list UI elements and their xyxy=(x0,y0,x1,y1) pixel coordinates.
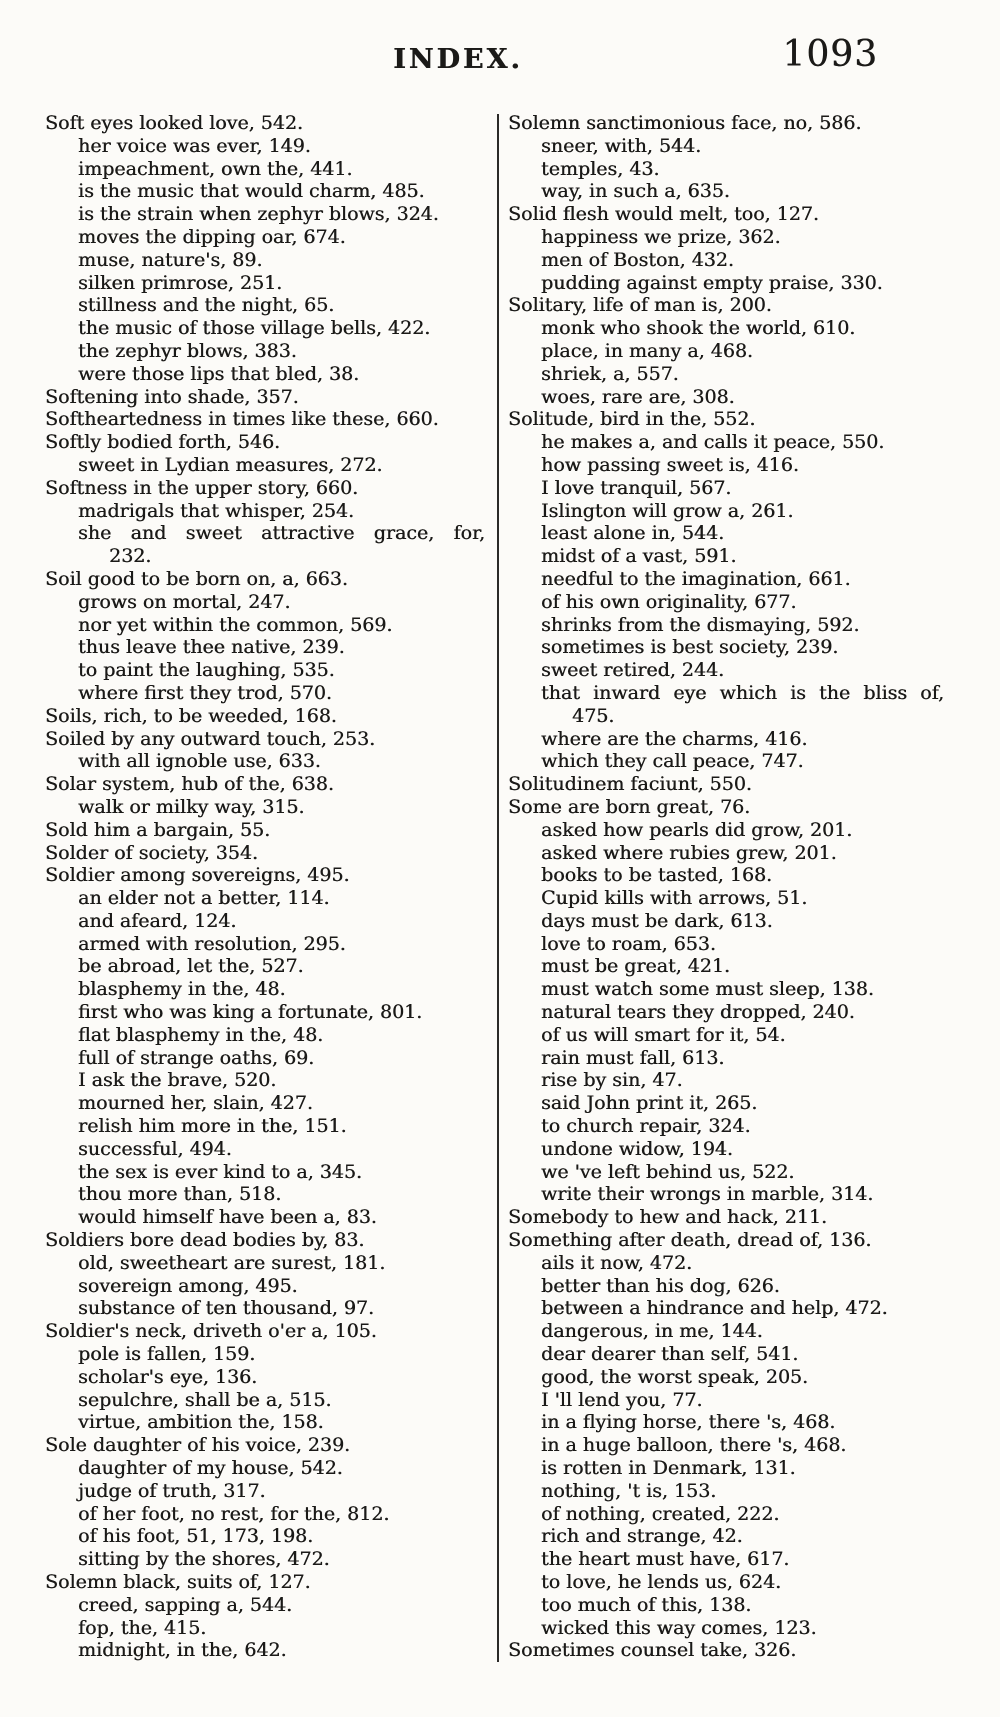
index-subentry: walk or milky way, 315. xyxy=(78,795,305,818)
index-subentry: nor yet within the common, 569. xyxy=(78,613,393,636)
index-subentry: way, in such a, 635. xyxy=(541,180,730,203)
index-subentry: thus leave thee native, 239. xyxy=(78,636,345,659)
index-subentry: to love, he lends us, 624. xyxy=(541,1571,782,1593)
index-subentry: moves the dipping oar, 674. xyxy=(78,225,346,248)
index-subentry: I ask the brave, 520. xyxy=(78,1069,277,1092)
index-subentry: rich and strange, 42. xyxy=(541,1525,743,1548)
index-entry: Solder of society, 354. xyxy=(45,841,258,864)
index-subentry: dangerous, in me, 144. xyxy=(541,1320,763,1343)
index-entry: Solitudinem faciunt, 550. xyxy=(508,773,752,796)
index-subentry: to paint the laughing, 535. xyxy=(78,659,335,682)
index-subentry: virtue, ambition the, 158. xyxy=(78,1411,324,1434)
index-subentry: I 'll lend you, 77. xyxy=(541,1388,703,1411)
index-subentry: the sex is ever kind to a, 345. xyxy=(78,1160,362,1183)
index-subentry: fop, the, 415. xyxy=(78,1616,207,1639)
index-subentry: happiness we prize, 362. xyxy=(541,225,781,248)
index-subentry: muse, nature's, 89. xyxy=(78,248,263,271)
index-entry: Solemn black, suits of, 127. xyxy=(45,1571,311,1593)
index-subentry: days must be dark, 613. xyxy=(541,909,773,932)
index-subentry: scholar's eye, 136. xyxy=(78,1365,258,1388)
index-subentry: must be great, 421. xyxy=(541,955,730,978)
index-subentry: which they call peace, 747. xyxy=(541,750,804,773)
index-subentry: 232. xyxy=(109,545,152,568)
index-entry: Soils, rich, to be weeded, 168. xyxy=(45,704,337,727)
index-content xyxy=(0,112,1000,1662)
index-subentry: pole is fallen, 159. xyxy=(78,1343,256,1366)
index-subentry: sweet retired, 244. xyxy=(541,659,725,682)
index-entry: Solemn sanctimonious face, no, 586. xyxy=(508,112,862,134)
index-subentry: in a flying horse, there 's, 468. xyxy=(541,1411,836,1434)
index-subentry: 475. xyxy=(572,704,615,727)
index-subentry: thou more than, 518. xyxy=(78,1183,282,1206)
index-entry: Solitude, bird in the, 552. xyxy=(508,408,756,431)
index-subentry: books to be tasted, 168. xyxy=(541,864,773,887)
index-subentry: natural tears they dropped, 240. xyxy=(541,1001,855,1024)
index-subentry: better than his dog, 626. xyxy=(541,1274,780,1297)
index-subentry: nothing, 't is, 153. xyxy=(541,1479,717,1502)
page-number: 1093 xyxy=(782,34,878,75)
index-subentry: an elder not a better, 114. xyxy=(78,887,330,910)
index-subentry: sovereign among, 495. xyxy=(78,1274,298,1297)
index-entry: Solar system, hub of the, 638. xyxy=(45,773,334,796)
index-subentry: to church repair, 324. xyxy=(541,1115,751,1138)
index-subentry: of her foot, no rest, for the, 812. xyxy=(78,1502,390,1525)
index-subentry: said John print it, 265. xyxy=(541,1092,758,1115)
index-subentry: between a hindrance and help, 472. xyxy=(541,1297,888,1320)
index-subentry: temples, 43. xyxy=(541,157,660,180)
index-subentry: is the music that would charm, 485. xyxy=(78,180,425,203)
index-entry: Somebody to hew and hack, 211. xyxy=(508,1206,828,1229)
index-subentry: and afeard, 124. xyxy=(78,909,237,932)
index-subentry: judge of truth, 317. xyxy=(78,1479,266,1502)
index-subentry: first who was king a fortunate, 801. xyxy=(78,1001,423,1024)
index-subentry: relish him more in the, 151. xyxy=(78,1115,347,1138)
index-entry: Sold him a bargain, 55. xyxy=(45,818,271,841)
index-subentry: full of strange oaths, 69. xyxy=(78,1046,315,1069)
index-entry: Soldier among sovereigns, 495. xyxy=(45,864,350,887)
index-subentry: sitting by the shores, 472. xyxy=(78,1548,330,1571)
index-subentry: wicked this way comes, 123. xyxy=(541,1616,817,1639)
index-entry: Some are born great, 76. xyxy=(508,795,751,818)
index-subentry: place, in many a, 468. xyxy=(541,339,753,362)
index-subentry: too much of this, 138. xyxy=(541,1593,752,1616)
index-subentry: stillness and the night, 65. xyxy=(78,294,335,317)
index-subentry: silken primrose, 251. xyxy=(78,271,283,294)
index-subentry: we 've left behind us, 522. xyxy=(541,1160,795,1183)
index-subentry: he makes a, and calls it peace, 550. xyxy=(541,431,885,454)
index-subentry: is rotten in Denmark, 131. xyxy=(541,1457,796,1480)
index-subentry: the heart must have, 617. xyxy=(541,1548,790,1571)
index-entry: Sole daughter of his voice, 239. xyxy=(45,1434,351,1457)
index-subentry: sneer, with, 544. xyxy=(541,134,702,157)
index-subentry: ails it now, 472. xyxy=(541,1251,693,1274)
index-subentry: I love tranquil, 567. xyxy=(541,476,732,499)
index-subentry: asked where rubies grew, 201. xyxy=(541,841,837,864)
index-subentry: least alone in, 544. xyxy=(541,522,725,545)
index-subentry: rise by sin, 47. xyxy=(541,1069,683,1092)
index-subentry: rain must fall, 613. xyxy=(541,1046,725,1069)
index-subentry: substance of ten thousand, 97. xyxy=(78,1297,375,1320)
index-subentry: where are the charms, 416. xyxy=(541,727,808,750)
index-subentry: her voice was ever, 149. xyxy=(78,134,311,157)
index-entry: Softening into shade, 357. xyxy=(45,385,299,408)
index-subentry: midst of a vast, 591. xyxy=(541,545,737,568)
index-entry: Soldiers bore dead bodies by, 83. xyxy=(45,1229,365,1252)
index-subentry: creed, sapping a, 544. xyxy=(78,1593,293,1616)
index-subentry: love to roam, 653. xyxy=(541,932,716,955)
index-subentry: Islington will grow a, 261. xyxy=(541,499,794,522)
index-subentry: were those lips that bled, 38. xyxy=(78,362,360,385)
index-subentry: blasphemy in the, 48. xyxy=(78,978,286,1001)
index-entry: Something after death, dread of, 136. xyxy=(508,1229,872,1252)
index-subentry: sometimes is best society, 239. xyxy=(541,636,839,659)
index-subentry: good, the worst speak, 205. xyxy=(541,1365,809,1388)
index-subentry: she and sweet attractive grace, for, xyxy=(78,522,485,545)
index-subentry: would himself have been a, 83. xyxy=(78,1206,377,1229)
index-subentry: how passing sweet is, 416. xyxy=(541,453,799,476)
index-subentry: where first they trod, 570. xyxy=(78,681,332,704)
index-subentry: sepulchre, shall be a, 515. xyxy=(78,1388,332,1411)
index-subentry: with all ignoble use, 633. xyxy=(78,750,321,773)
index-subentry: of us will smart for it, 54. xyxy=(541,1023,786,1046)
index-subentry: Cupid kills with arrows, 51. xyxy=(541,887,808,910)
index-subentry: mourned her, slain, 427. xyxy=(78,1092,313,1115)
index-entry: Softness in the upper story, 660. xyxy=(45,476,359,499)
index-subentry: grows on mortal, 247. xyxy=(78,590,291,613)
index-subentry: old, sweetheart are surest, 181. xyxy=(78,1251,386,1274)
index-subentry: shriek, a, 557. xyxy=(541,362,679,385)
index-subentry: needful to the imagination, 661. xyxy=(541,567,851,590)
index-subentry: of nothing, created, 222. xyxy=(541,1502,780,1525)
index-subentry: in a huge balloon, there 's, 468. xyxy=(541,1434,847,1457)
index-subentry: sweet in Lydian measures, 272. xyxy=(78,453,383,476)
index-subentry: undone widow, 194. xyxy=(541,1137,733,1160)
left-column xyxy=(45,112,497,1662)
index-subentry: the music of those village bells, 422. xyxy=(78,317,431,340)
index-entry: Soft eyes looked love, 542. xyxy=(45,112,303,134)
index-subentry: be abroad, let the, 527. xyxy=(78,955,304,978)
index-entry: Solid flesh would melt, too, 127. xyxy=(508,203,819,226)
index-subentry: must watch some must sleep, 138. xyxy=(541,978,874,1001)
index-subentry: that inward eye which is the bliss of, xyxy=(541,681,944,704)
index-subentry: woes, rare are, 308. xyxy=(541,385,735,408)
index-subentry: pudding against empty praise, 330. xyxy=(541,271,883,294)
index-subentry: of his own originality, 677. xyxy=(541,590,797,613)
index-subentry: is the strain when zephyr blows, 324. xyxy=(78,203,439,226)
index-entry: Soldier's neck, driveth o'er a, 105. xyxy=(45,1320,377,1343)
index-entry: Soiled by any outward touch, 253. xyxy=(45,727,376,750)
index-subentry: midnight, in the, 642. xyxy=(78,1639,287,1662)
index-subentry: madrigals that whisper, 254. xyxy=(78,499,355,522)
index-entry: Soil good to be born on, a, 663. xyxy=(45,567,348,590)
index-subentry: monk who shook the world, 610. xyxy=(541,317,856,340)
index-entry: Sometimes counsel take, 326. xyxy=(508,1639,797,1662)
index-subentry: dear dearer than self, 541. xyxy=(541,1343,799,1366)
index-subentry: write their wrongs in marble, 314. xyxy=(541,1183,874,1206)
index-subentry: armed with resolution, 295. xyxy=(78,932,346,955)
index-entry: Solitary, life of man is, 200. xyxy=(508,294,772,317)
index-subentry: daughter of my house, 542. xyxy=(78,1457,343,1480)
index-subentry: impeachment, own the, 441. xyxy=(78,157,353,180)
right-column xyxy=(499,112,944,1662)
index-subentry: shrinks from the dismaying, 592. xyxy=(541,613,860,636)
index-subentry: men of Boston, 432. xyxy=(541,248,734,271)
index-entry: Softly bodied forth, 546. xyxy=(45,431,281,454)
index-entry: Softheartedness in times like these, 660. xyxy=(45,408,439,431)
index-subentry: successful, 494. xyxy=(78,1137,232,1160)
page-title: INDEX. xyxy=(393,44,523,75)
index-subentry: of his foot, 51, 173, 198. xyxy=(78,1525,314,1548)
index-subentry: asked how pearls did grow, 201. xyxy=(541,818,853,841)
page-header xyxy=(0,0,1000,112)
index-subentry: the zephyr blows, 383. xyxy=(78,339,297,362)
index-subentry: flat blasphemy in the, 48. xyxy=(78,1023,324,1046)
